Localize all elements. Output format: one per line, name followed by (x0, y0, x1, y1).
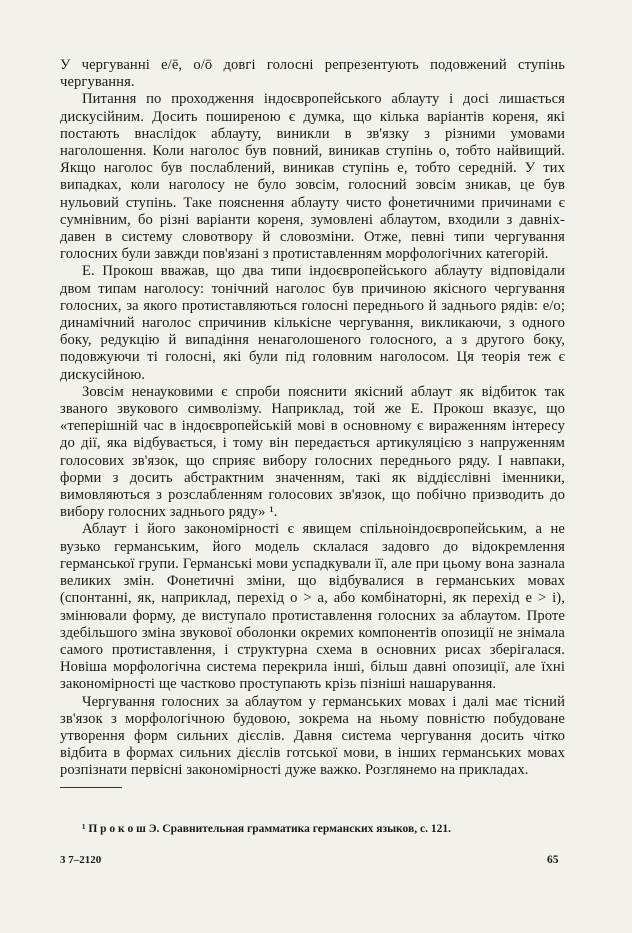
paragraph: Чергування голосних за аблаутом у германських мовах і далі має тісний зв'язок з морфологічною будовою, зокрема на ньому повністю побудоване утворення форм сильних дієслів. Давня система чергування досить чітко відбита в формах сильних дієслів готської мови, в інших германських мовах розпізнати первісні закономірності дуже важко. Розглянемо на прикладах. (60, 693, 565, 779)
paragraph: Питання по проходження індоєвропейського аблауту і досі лишається дискусійним. Досить поширеною є думка, що кілька варіантів кореня, які постають внаслідок аблауту, виникли в зв'язку з різними умовами наголошення. Коли наголос був повний, виникав ступінь о, тобто найвищий. Якщо наголос був послаблений, виникав ступінь е, тобто середній. У тих випадках, коли наголосу не було зовсім, голосний зовсім зникав, це був нульовий ступінь. Таке пояснення аблауту чисто фонетичними причинами є сумнівним, бо різні варіанти кореня, зумовлені аблаутом, входили з давніх-давен в систему словотвору й словозміни. Отже, певні типи чергування голосних були завжди пов'язані з протиставленням морфологічних категорій. (60, 91, 565, 263)
body-text (60, 57, 565, 780)
page-number: 65 (547, 854, 559, 866)
paragraph: Зовсім ненауковими є спроби пояснити якісний аблаут як відбиток так званого звукового символізму. Наприклад, той же Е. Прокош вказує, що «теперішній час в індоєвропейській мові в основному є вираженням інтересу до дії, яка відбувається, і тому він передається артикуляцією з напруженням голосових зв'язок, що сприяє вибору голосних переднього ряду. І навпаки, форми з досить абстрактним значенням, такі як віддієслівні іменники, вимовляються з розслабленням голосових зв'язок, що побічно призводить до вибору голосних заднього ряду» ¹. (60, 383, 565, 521)
paragraph: У чергуванні е/ē, o/ō довгі голосні репрезентують подовжений ступінь чергування. (60, 57, 565, 91)
paragraph: Е. Прокош вважав, що два типи індоєвропейського аблауту відповідали двом типам наголосу: тонічний наголос був причиною якісного чергування голосних, за якого протиставляються голосні переднього й заднього рядів: е/о; динамічний наголос спричинив кількісне чергування, викликаючи, з одного боку, редукцію й випадіння ненаголошеного голосного, а з другого боку, подовжуючи ті голосні, які були під головним наголосом. Ця теорія теж є дискусійною. (60, 263, 565, 383)
footnote-rule (60, 787, 122, 788)
printer-signature: 3 7–2120 (60, 854, 102, 866)
paragraph: Аблаут і його закономірності є явищем спільноіндоєвропейським, а не вузько германським, його модель склалася задовго до відокремлення германської групи. Германські мови успадкували її, але при цьому вона зазнала великих змін. Фонетичні зміни, що відбувалися в германських мовах (спонтанні, як, наприклад, перехід о > а, або комбінаторні, як перехід е > і), змінювали форму, де виступало протиставлення голосних за аблаутом. Проте здебільшого зміна звукової оболонки окремих компонентів опозиції не знімала самого протиставлення, і структурна схема в основних рисах зберігалася. Новіша морфологічна система перекрила інші, більш давні опозиції, але їхні закономірності ще частково проступають крізь пізніші нашарування. (60, 521, 565, 693)
footnote: ¹ П р о к о ш Э. Сравнительная грамматика германских языков, с. 121. (82, 823, 451, 835)
